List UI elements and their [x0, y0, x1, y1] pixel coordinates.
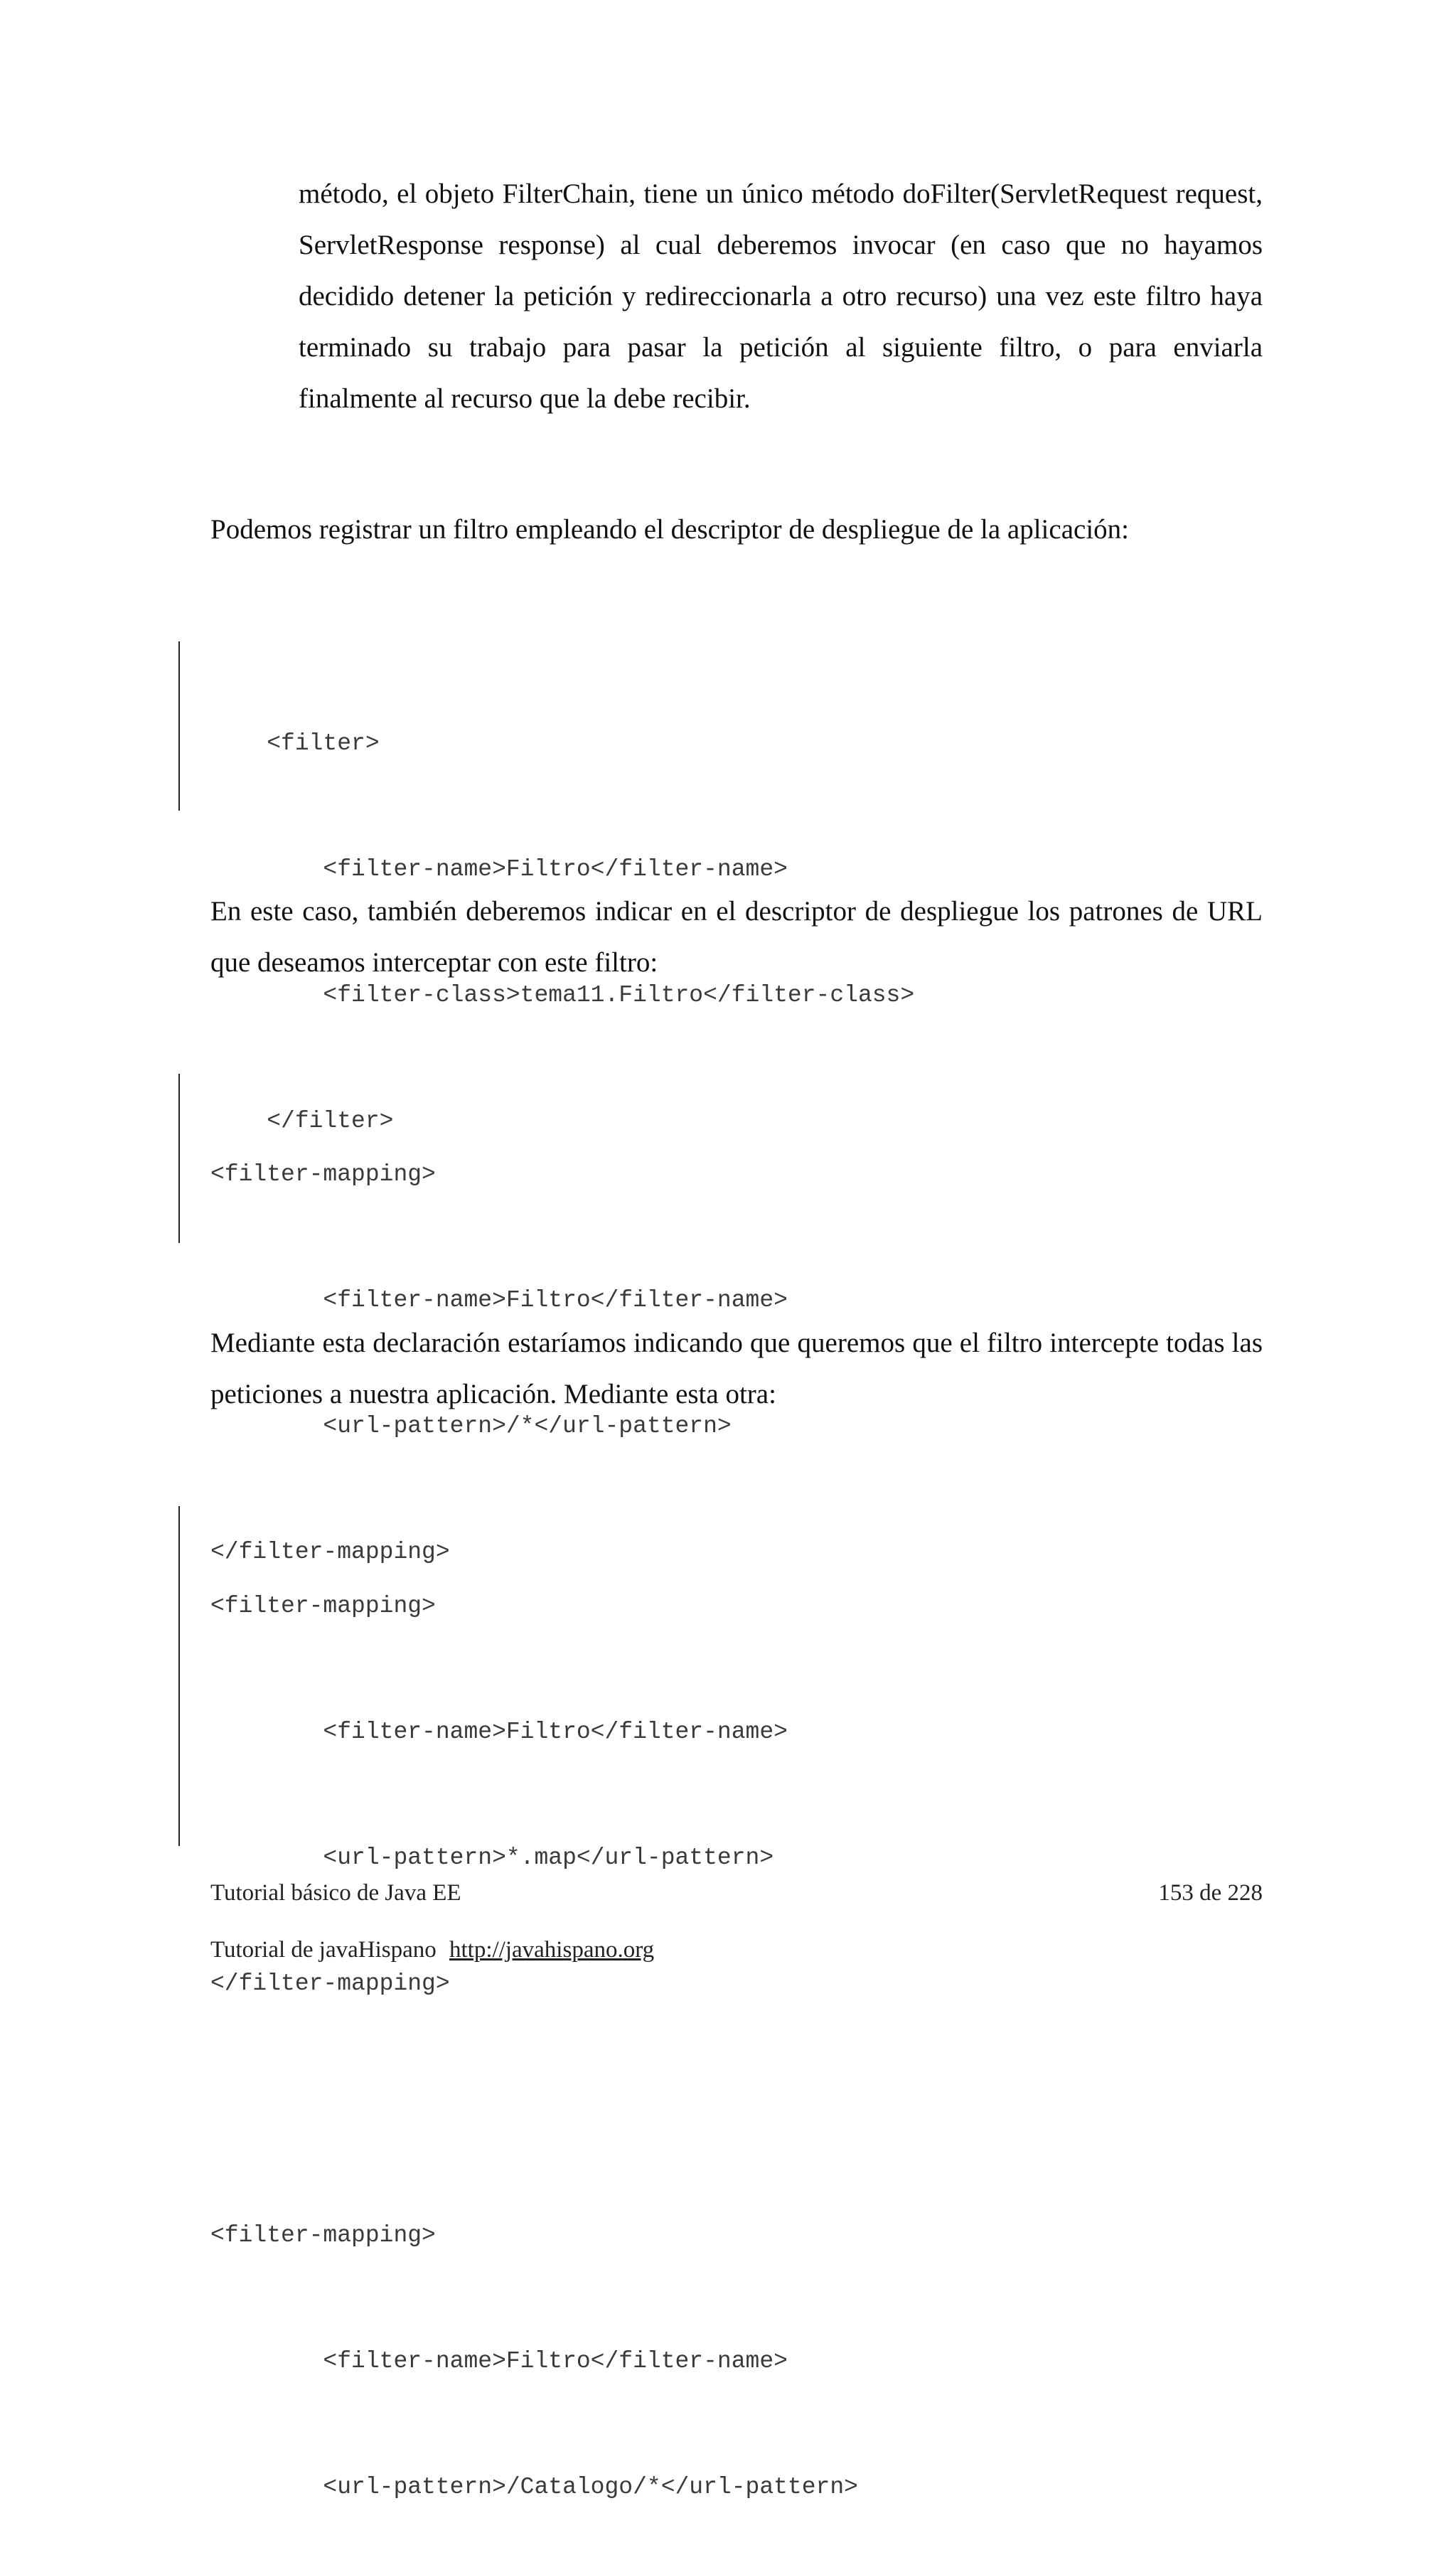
code-line: <filter-name>Filtro</filter-name> [210, 856, 788, 882]
code-line: </filter-mapping> [210, 1539, 450, 1565]
code-line: <filter-mapping> [210, 1161, 436, 1188]
code-line: <filter> [210, 730, 380, 757]
paragraph-filterchain: método, el objeto FilterChain, tiene un único método doFilter(ServletRequest request, ServletResponse response) al cual deberemos invocar (en caso que no hayamos decidido detener la petición y redireccionarla a otro recurso) una vez este filtro haya terminado su trabajo para pasar la petición al siguiente filtro, o para enviarla finalmente al recurso que la debe recibir. [299, 178, 1263, 414]
code-line: <filter-class>tema11.Filtro</filter-class> [210, 982, 915, 1008]
code-line: <filter-mapping> [210, 2222, 436, 2248]
code-line [210, 2088, 858, 2130]
code-line: <filter-mapping> [210, 1593, 436, 1619]
code-line: </filter> [210, 1108, 394, 1134]
paragraph-register-filter: Podemos registrar un filtro empleando el descriptor de despliegue de la aplicación: [210, 514, 1129, 545]
code-block-mapping-all-rule [178, 1074, 180, 1243]
code-block-filter-rule [178, 641, 180, 811]
code-block-mapping-specific [210, 1501, 858, 2550]
paragraph-url-patterns: En este caso, también deberemos indicar en el descriptor de despliegue los patrones de URL que deseamos interceptar con este filtro: [210, 896, 1263, 978]
code-line: </filter-mapping> [210, 1970, 450, 1997]
code-line: <filter-name>Filtro</filter-name> [210, 1719, 788, 1745]
footer-site-label: Tutorial de javaHispano [210, 1937, 437, 1963]
code-line: <filter-name>Filtro</filter-name> [210, 1287, 788, 1313]
footer-site [210, 1936, 654, 1964]
code-block-mapping-specific-rule [178, 1506, 180, 1846]
code-line: <url-pattern>*.map</url-pattern> [210, 1845, 774, 1871]
page-number-total: 228 [1227, 1880, 1263, 1906]
code-line: <url-pattern>/*</url-pattern> [210, 1413, 732, 1439]
page-number-of: de [1199, 1880, 1222, 1906]
code-line: <url-pattern>/Catalogo/*</url-pattern> [210, 2474, 858, 2500]
footer-site-link[interactable]: http://javahispano.org [449, 1937, 655, 1963]
paragraph-intercept-all: Mediante esta declaración estaríamos indicando que queremos que el filtro intercepte todas las peticiones a nuestra aplicación. Mediante esta otra: [210, 1328, 1263, 1409]
code-line: <filter-name>Filtro</filter-name> [210, 2348, 788, 2374]
footer-page-number [358, 1879, 1263, 1907]
page-number-current: 153 [1158, 1880, 1194, 1906]
footer-book-title: Tutorial básico de Java EE [210, 1880, 461, 1906]
